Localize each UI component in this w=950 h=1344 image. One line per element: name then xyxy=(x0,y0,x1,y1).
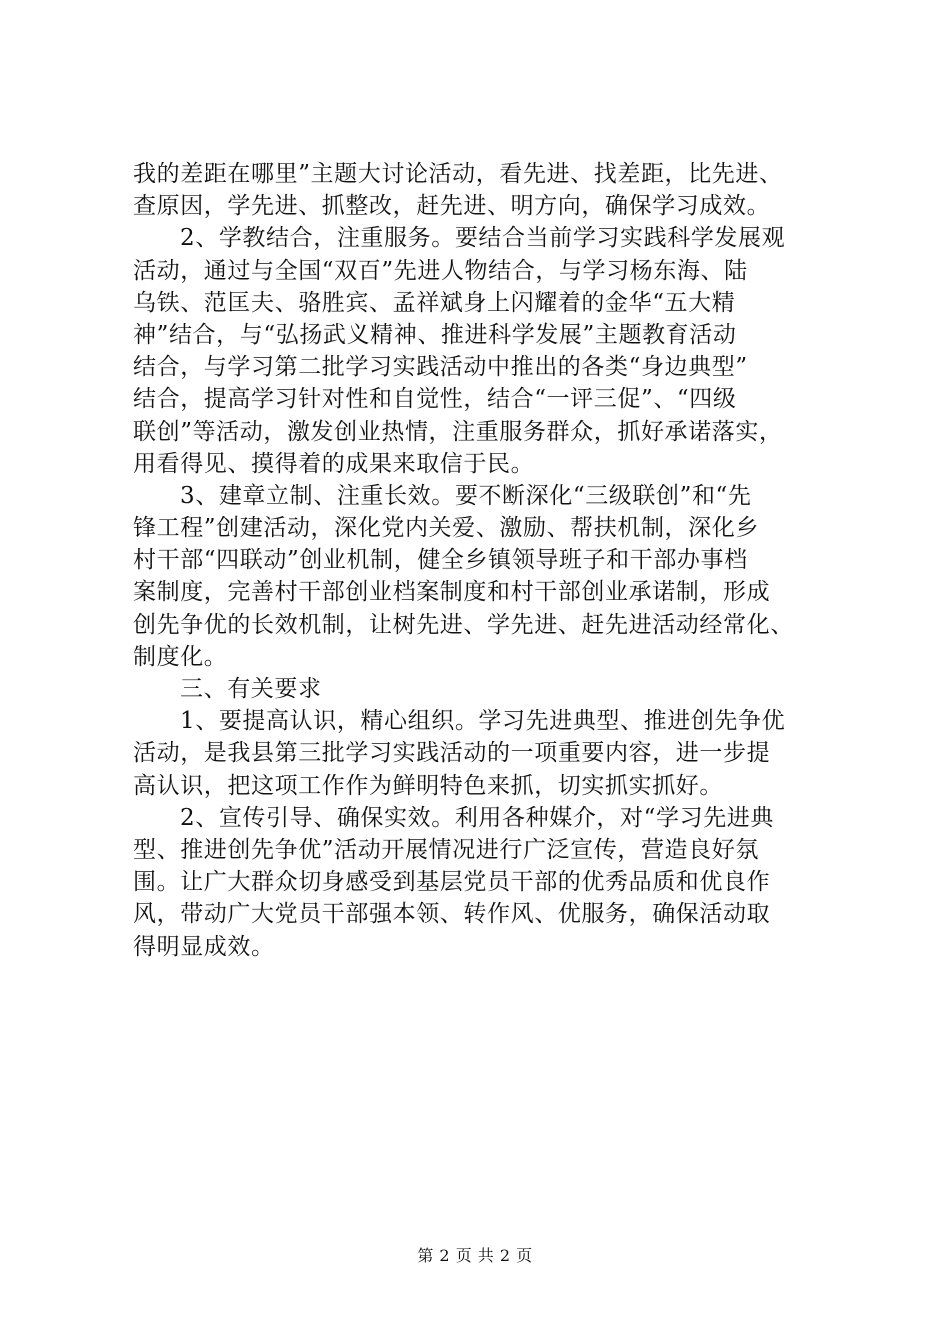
text-line: 得明显成效。 xyxy=(133,933,275,960)
document-body xyxy=(133,158,833,963)
text-line: 2、学教结合，注重服务。要结合当前学习实践科学发展观 xyxy=(180,225,786,252)
text-line: 活动，是我县第三批学习实践活动的一项重要内容，进一步提 xyxy=(133,740,771,767)
text-line: 联创”等活动，激发创业热情，注重服务群众，抓好承诺落实， xyxy=(133,418,783,445)
text-line: 查原因，学先进、抓整改，赶先进、明方向，确保学习成效。 xyxy=(133,193,771,220)
text-line: 创先争优的长效机制，让树先进、学先进、赶先进活动经常化、 xyxy=(133,611,794,638)
text-line: 乌铁、范匡夫、骆胜宾、孟祥斌身上闪耀着的金华“五大精 xyxy=(133,289,736,316)
text-line: 3、建章立制、注重长效。要不断深化“三级联创”和“先 xyxy=(180,482,752,509)
text-line: 结合，提高学习针对性和自觉性，结合“一评三促”、“四级 xyxy=(133,386,737,413)
text-line: 高认识，把这项工作作为鲜明特色来抓，切实抓实抓好。 xyxy=(133,772,723,799)
text-line: 村干部“四联动”创业机制，健全乡镇领导班子和干部办事档 xyxy=(133,547,748,574)
text-line: 活动，通过与全国“双百”先进人物结合，与学习杨东海、陆 xyxy=(133,257,748,284)
text-line: 风，带动广大党员干部强本领、转作风、优服务，确保活动取 xyxy=(133,901,771,928)
text-line: 神”结合，与“弘扬武义精神、推进科学发展”主题教育活动 xyxy=(133,321,737,348)
text-line: 结合，与学习第二批学习实践活动中推出的各类“身边典型” xyxy=(133,354,748,381)
text-line: 用看得见、摸得着的成果来取信于民。 xyxy=(133,450,535,477)
text-line: 三、有关要求 xyxy=(180,676,322,702)
text-line: 制度化。 xyxy=(133,643,228,670)
text-line: 型、推进创先争优”活动开展情况进行广泛宣传，营造良好氛 xyxy=(133,836,759,863)
text-line: 1、要提高认识，精心组织。学习先进典型、推进创先争优 xyxy=(180,708,786,735)
text-line: 我的差距在哪里”主题大讨论活动，看先进、找差距，比先进、 xyxy=(133,161,783,187)
text-line: 围。让广大群众切身感受到基层党员干部的优秀品质和优良作 xyxy=(133,869,771,896)
text-line: 锋工程”创建活动，深化党内关爱、激励、帮扶机制，深化乡 xyxy=(133,515,759,542)
text-line: 2、宣传引导、确保实效。利用各种媒介，对“学习先进典 xyxy=(180,804,774,831)
page-footer: 第 2 页 共 2 页 xyxy=(417,1246,533,1265)
text-line: 案制度，完善村干部创业档案制度和村干部创业承诺制，形成 xyxy=(133,579,771,606)
